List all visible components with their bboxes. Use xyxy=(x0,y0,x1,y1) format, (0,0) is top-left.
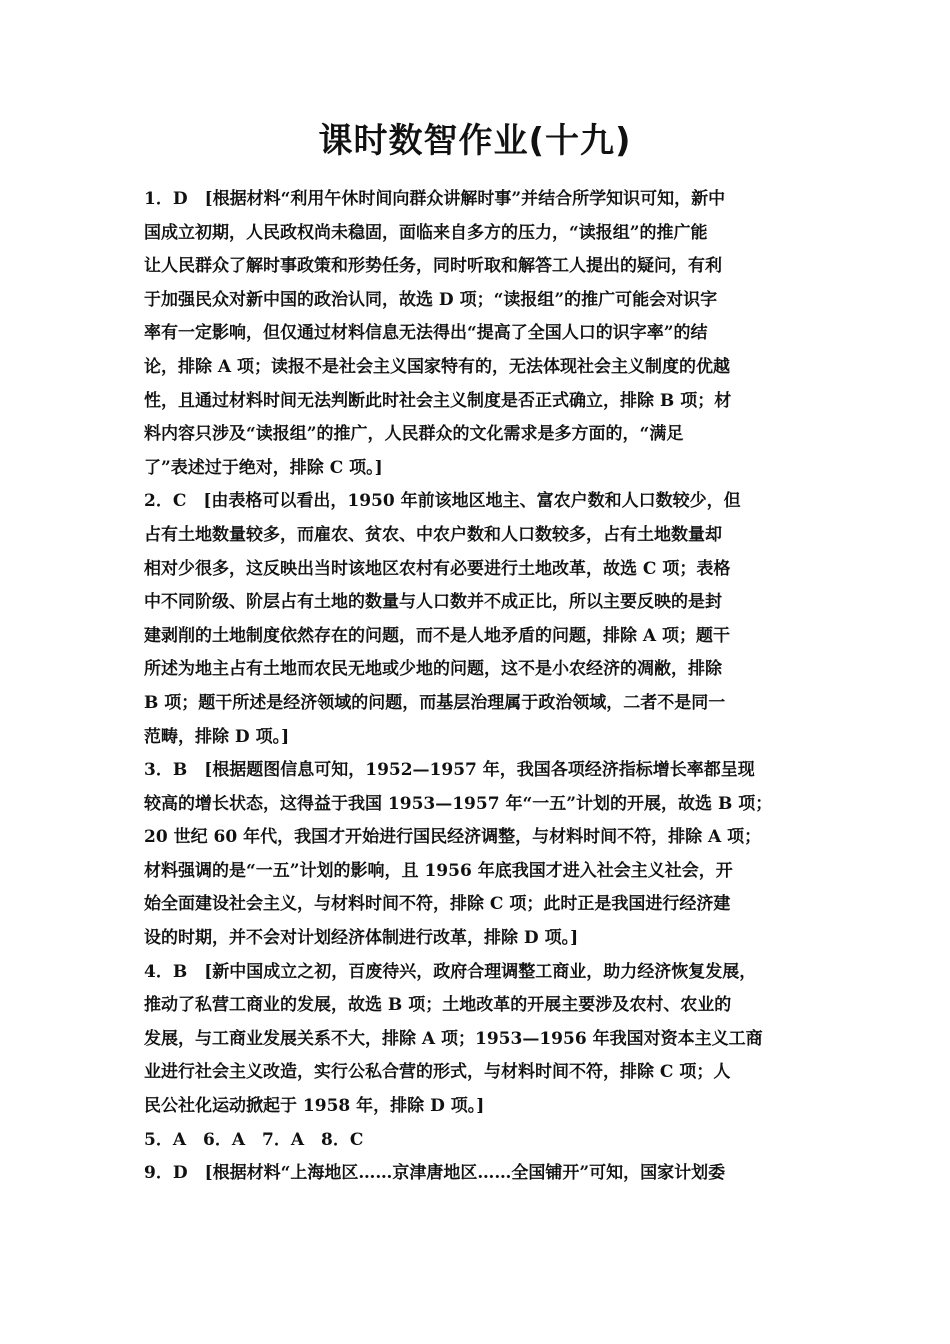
text-line: 相对少很多，这反映出当时该地区农村有必要进行土地改革，故选 C 项；表格 xyxy=(144,558,731,579)
answer-item-5-8 xyxy=(144,1124,812,1158)
answer-item-4 xyxy=(144,956,812,1124)
text-line: 范畴，排除 D 项。] xyxy=(144,726,290,747)
answer-item-2 xyxy=(144,485,812,754)
text-line: 于加强民众对新中国的政治认同，故选 D 项；“读报组”的推广可能会对识字 xyxy=(144,289,718,310)
text-line: 民公社化运动掀起于 1958 年，排除 D 项。] xyxy=(144,1096,485,1117)
text-line: 9．D [根据材料“上海地区……京津唐地区……全国铺开”可知，国家计划委 xyxy=(144,1163,726,1184)
answer-body xyxy=(144,183,812,1191)
text-line: B 项；题干所述是经济领域的问题，而基层治理属于政治领域，二者不是同一 xyxy=(144,692,726,713)
text-line: 设的时期，并不会对计划经济体制进行改革，排除 D 项。] xyxy=(144,928,579,949)
answer-item-1 xyxy=(144,183,812,485)
page-title: 课时数智作业(十九) xyxy=(318,121,632,161)
text-line: 2．C [由表格可以看出，1950 年前该地区地主、富农户数和人口数较少，但 xyxy=(144,491,741,512)
text-line: 性，且通过材料时间无法判断此时社会主义制度是否正式确立，排除 B 项；材 xyxy=(144,390,732,411)
text-line: 5．A 6．A 7．A 8．C xyxy=(144,1129,364,1150)
answer-item-3 xyxy=(144,754,812,956)
text-line: 率有一定影响，但仅通过材料信息无法得出“提高了全国人口的识字率”的结 xyxy=(144,323,708,344)
text-line: 所述为地主占有土地而农民无地或少地的问题，这不是小农经济的凋敝，排除 xyxy=(144,659,722,680)
text-line: 始全面建设社会主义，与材料时间不符，排除 C 项；此时正是我国进行经济建 xyxy=(144,894,731,915)
text-line: 建剥削的土地制度依然存在的问题，而不是人地矛盾的问题，排除 A 项；题干 xyxy=(144,625,731,646)
answer-item-9 xyxy=(144,1157,812,1191)
text-line: 推动了私营工商业的发展，故选 B 项；土地改革的开展主要涉及农村、农业的 xyxy=(144,995,732,1016)
text-line: 论，排除 A 项；读报不是社会主义国家特有的，无法体现社会主义制度的优越 xyxy=(144,356,731,377)
text-line: 让人民群众了解时事政策和形势任务，同时听取和解答工人提出的疑问，有利 xyxy=(144,256,722,277)
text-line: 4．B [新中国成立之初，百废待兴，政府合理调整工商业，助力经济恢复发展， xyxy=(144,961,757,982)
text-line: 20 世纪 60 年代，我国才开始进行国民经济调整，与材料时间不符，排除 A 项； xyxy=(144,827,762,848)
text-line: 业进行社会主义改造，实行公私合营的形式，与材料时间不符，排除 C 项；人 xyxy=(144,1062,731,1083)
text-line: 占有土地数量较多，而雇农、贫农、中农户数和人口数较多，占有土地数量却 xyxy=(144,524,722,545)
text-line: 3．B [根据题图信息可知，1952—1957 年，我国各项经济指标增长率都呈现 xyxy=(144,760,755,781)
text-line: 材料强调的是“一五”计划的影响，且 1956 年底我国才进入社会主义社会，开 xyxy=(144,860,733,881)
text-line: 发展，与工商业发展关系不大，排除 A 项；1953—1956 年我国对资本主义工商 xyxy=(144,1028,763,1049)
text-line: 了”表述过于绝对，排除 C 项。] xyxy=(144,457,383,478)
text-line: 国成立初期，人民政权尚未稳固，面临来自多方的压力，“读报组”的推广能 xyxy=(144,222,708,243)
text-line: 1．D [根据材料“利用午休时间向群众讲解时事”并结合所学知识可知，新中 xyxy=(144,189,726,209)
text-line: 料内容只涉及“读报组”的推广，人民群众的文化需求是多方面的，“满足 xyxy=(144,424,684,445)
text-line: 中不同阶级、阶层占有土地的数量与人口数并不成正比，所以主要反映的是封 xyxy=(144,592,722,613)
text-line: 较高的增长状态，这得益于我国 1953—1957 年“一五”计划的开展，故选 B 项； xyxy=(144,793,773,814)
